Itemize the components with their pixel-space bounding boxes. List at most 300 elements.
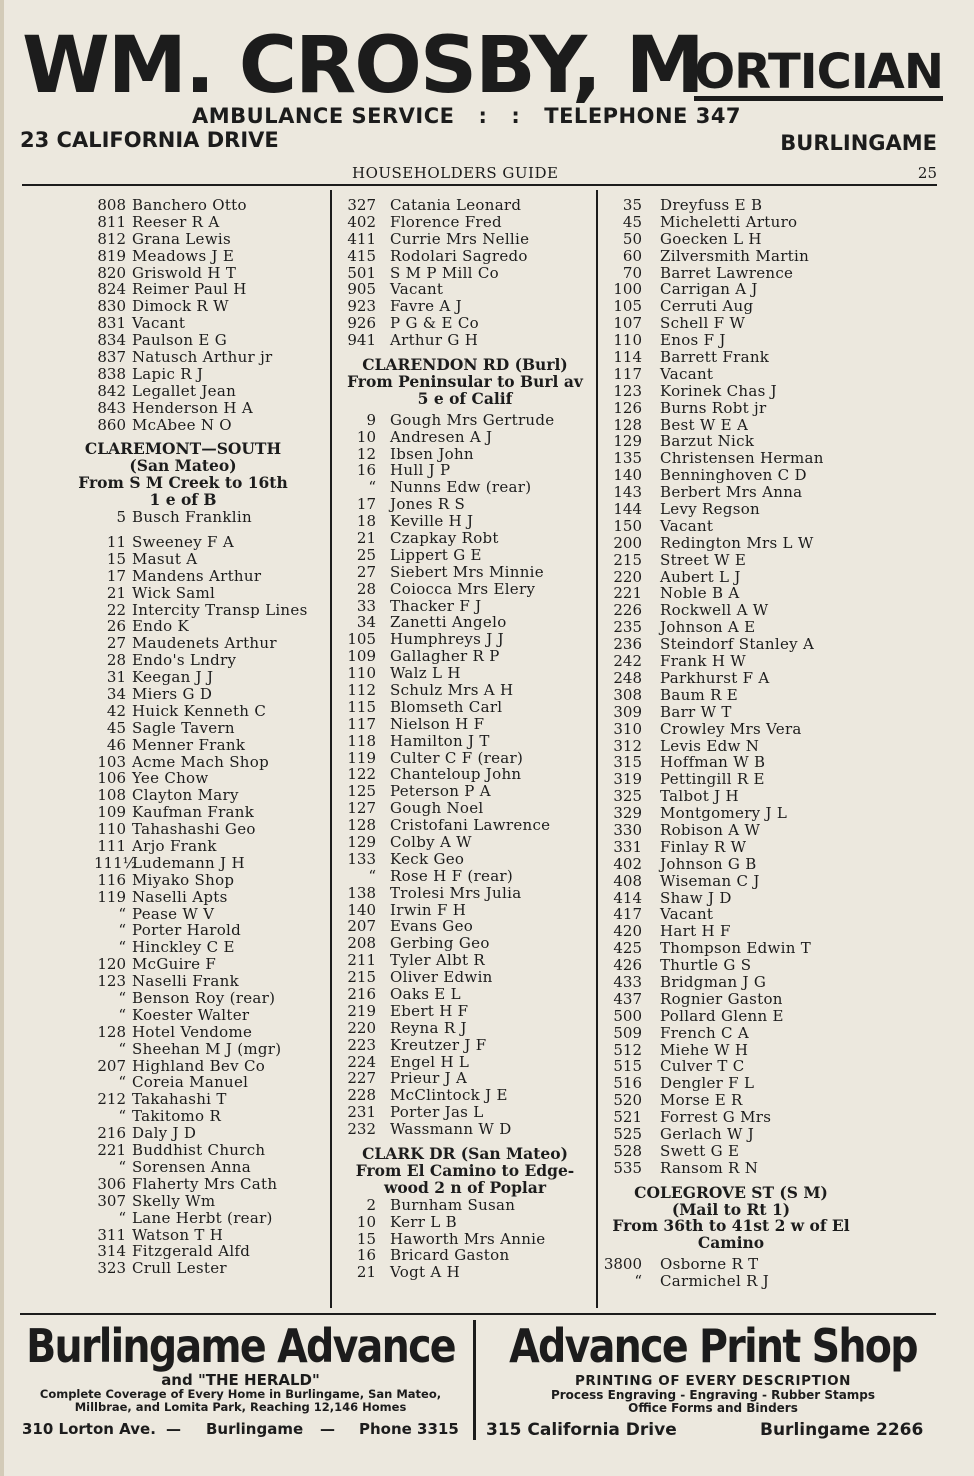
list-item xyxy=(602,721,860,738)
householder-name: Hart H F xyxy=(660,922,731,941)
list-item xyxy=(602,704,860,721)
householder-name: Vacant xyxy=(660,905,714,924)
householder-name: McAbee N O xyxy=(132,415,232,434)
list-item xyxy=(38,737,328,754)
house-number: 125 xyxy=(347,782,376,801)
list-item xyxy=(336,1104,594,1121)
householder-name: Steindorf Stanley A xyxy=(660,635,815,654)
householder-name: Florence Fred xyxy=(390,212,502,231)
list-item xyxy=(336,969,594,986)
house-number: 500 xyxy=(613,1006,642,1025)
list-item xyxy=(336,281,594,298)
street-heading: 1 e of B xyxy=(149,490,217,510)
house-number: 150 xyxy=(613,516,642,535)
householder-name: Barret Lawrence xyxy=(660,263,794,282)
house-number: 60 xyxy=(622,246,642,265)
house-number: 15 xyxy=(356,1229,376,1248)
householder-name: Takahashi T xyxy=(132,1090,227,1109)
list-item xyxy=(602,1256,860,1273)
list-item xyxy=(602,366,860,383)
house-number: 42 xyxy=(106,701,126,720)
house-number: 114 xyxy=(613,348,642,367)
list-item xyxy=(602,687,860,704)
house-number: 323 xyxy=(97,1259,126,1278)
list-item xyxy=(602,1025,860,1042)
house-number: 28 xyxy=(356,579,376,598)
house-number: 140 xyxy=(613,466,642,485)
list-item xyxy=(602,619,860,636)
house-number: 129 xyxy=(347,833,376,851)
list-item xyxy=(336,716,594,733)
householder-name: Natusch Arthur jr xyxy=(132,348,273,367)
householder-name: Sorensen Anna xyxy=(132,1157,252,1176)
householder-name: Maudenets Arthur xyxy=(132,634,277,653)
list-item xyxy=(602,906,860,923)
house-number: 108 xyxy=(97,786,126,805)
list-item xyxy=(602,670,860,687)
householder-name: Daly J D xyxy=(132,1124,197,1143)
separator-2: : xyxy=(511,104,521,128)
house-number: 420 xyxy=(613,922,642,941)
house-number: 219 xyxy=(347,1001,376,1020)
householder-name: Currie Mrs Nellie xyxy=(390,229,530,248)
householder-name: Barr W T xyxy=(660,702,732,721)
house-number: 926 xyxy=(347,314,376,333)
householder-name: Zilversmith Martin xyxy=(660,246,810,265)
house-number: 138 xyxy=(347,883,376,902)
householder-name: Miers G D xyxy=(132,685,213,703)
house-number: 140 xyxy=(347,900,376,919)
street-heading: From Peninsular to Burl av xyxy=(347,371,583,391)
list-item xyxy=(38,1074,328,1091)
print-shop-line-3: Office Forms and Binders xyxy=(628,1401,798,1415)
ambulance-line xyxy=(192,104,741,128)
house-number: 220 xyxy=(613,567,642,586)
column-divider-2 xyxy=(596,190,598,1308)
list-item xyxy=(602,940,860,957)
householder-name: Ransom R N xyxy=(660,1158,759,1177)
householder-name: Swett G E xyxy=(660,1141,740,1160)
house-number: 310 xyxy=(613,719,642,738)
house-number: 414 xyxy=(613,888,642,907)
house-number: 528 xyxy=(613,1141,642,1160)
householder-name: Dengler F L xyxy=(660,1074,755,1093)
list-item xyxy=(602,1126,860,1143)
householder-name: Goecken L H xyxy=(660,229,762,248)
house-number: 144 xyxy=(613,500,642,519)
print-shop-title: Advance Print Shop xyxy=(509,1319,917,1373)
householder-name: Henderson H A xyxy=(132,398,254,417)
house-number: 242 xyxy=(613,652,642,671)
list-item xyxy=(336,1087,594,1104)
householder-name: Miehe W H xyxy=(660,1040,749,1059)
list-item xyxy=(336,1264,594,1281)
house-number: 812 xyxy=(97,229,126,248)
house-number: 112 xyxy=(347,680,376,699)
house-number: 15 xyxy=(106,549,126,568)
list-item xyxy=(336,800,594,817)
householder-name: Keville H J xyxy=(390,512,474,531)
house-number: 5 xyxy=(116,508,126,527)
householder-name: Johnson G B xyxy=(660,854,757,873)
householder-name: Rockwell A W xyxy=(660,601,769,620)
householder-name: Thompson Edwin T xyxy=(660,939,812,958)
house-number: 325 xyxy=(613,787,642,806)
list-item xyxy=(336,530,594,547)
mortician-city: BURLINGAME xyxy=(780,131,937,155)
house-number: 17 xyxy=(356,495,376,514)
householder-name: Keegan J J xyxy=(132,668,214,687)
list-item xyxy=(38,281,328,298)
list-item xyxy=(336,1121,594,1138)
householder-name: Gough Noel xyxy=(390,799,484,818)
householder-name: Mandens Arthur xyxy=(132,566,262,585)
householder-name: Bricard Gaston xyxy=(390,1246,510,1265)
householder-name: Cristofani Lawrence xyxy=(390,816,551,835)
list-item xyxy=(336,733,594,750)
house-number: 50 xyxy=(622,229,642,248)
householder-name: Humphreys J J xyxy=(390,630,504,649)
householder-name: Johnson A E xyxy=(660,618,756,637)
house-number: 115 xyxy=(347,697,376,716)
householder-name: Arthur G H xyxy=(390,331,479,350)
house-number: 521 xyxy=(613,1108,642,1127)
householder-name: Barrett Frank xyxy=(660,348,770,367)
street-heading: (Mail to Rt 1) xyxy=(671,1199,791,1219)
house-number: 228 xyxy=(347,1086,376,1105)
householder-name: Catania Leonard xyxy=(390,196,522,214)
householder-name: Evans Geo xyxy=(390,917,474,936)
list-item xyxy=(38,231,328,248)
print-shop-ad xyxy=(484,1318,942,1468)
householder-name: Parkhurst F A xyxy=(660,668,770,687)
list-item xyxy=(602,298,860,315)
list-item xyxy=(336,1003,594,1020)
house-number: 437 xyxy=(613,989,642,1008)
house-number: 35 xyxy=(622,196,642,214)
list-item xyxy=(336,682,594,699)
house-number: 18 xyxy=(356,512,376,531)
householder-name: Montgomery J L xyxy=(660,804,788,823)
householder-name: Sagle Tavern xyxy=(132,718,235,737)
house-number: 221 xyxy=(97,1141,126,1160)
list-item xyxy=(336,1020,594,1037)
householder-name: Nunns Edw (rear) xyxy=(390,478,532,497)
house-number: “ xyxy=(118,1073,126,1092)
list-item xyxy=(336,298,594,315)
householder-name: Endo K xyxy=(132,617,190,636)
householder-name: Hotel Vendome xyxy=(132,1022,253,1041)
column-3 xyxy=(602,197,860,1290)
house-number: 215 xyxy=(613,550,642,569)
list-item xyxy=(38,1176,328,1193)
list-item xyxy=(38,1210,328,1227)
house-number: 905 xyxy=(347,280,376,299)
house-number: 811 xyxy=(97,212,126,231)
list-item xyxy=(602,788,860,805)
householder-name: Carmichel R J xyxy=(660,1272,770,1291)
householder-name: Rose H F (rear) xyxy=(390,866,514,885)
house-number: 22 xyxy=(106,600,126,619)
house-number: 941 xyxy=(347,331,376,350)
householder-name: Pettingill R E xyxy=(660,770,765,789)
list-item xyxy=(602,974,860,991)
householder-name: Shaw J D xyxy=(660,888,732,907)
house-number: 34 xyxy=(356,613,376,632)
list-item xyxy=(38,1227,328,1244)
list-item xyxy=(38,265,328,282)
householder-name: Koester Walter xyxy=(132,1005,250,1024)
householder-name: Siebert Mrs Minnie xyxy=(390,562,544,581)
house-number: 133 xyxy=(347,849,376,868)
list-item xyxy=(602,281,860,298)
house-number: 200 xyxy=(613,533,642,552)
street-heading: Camino xyxy=(697,1233,765,1253)
list-item xyxy=(602,433,860,450)
householder-name: Banchero Otto xyxy=(132,196,247,214)
list-item xyxy=(38,366,328,383)
householder-name: Coiocca Mrs Elery xyxy=(390,579,536,598)
householder-name: Culter C F (rear) xyxy=(390,748,524,767)
householder-name: Benninghoven C D xyxy=(660,466,807,485)
list-item xyxy=(602,569,860,586)
house-number: 520 xyxy=(613,1091,642,1110)
list-item xyxy=(38,383,328,400)
householder-name: Legallet Jean xyxy=(132,381,237,400)
house-number: 535 xyxy=(613,1158,642,1177)
list-item xyxy=(38,1058,328,1075)
house-number: 842 xyxy=(97,381,126,400)
list-item xyxy=(602,332,860,349)
list-item xyxy=(602,602,860,619)
list-item xyxy=(38,1125,328,1142)
house-number: 837 xyxy=(97,348,126,367)
householder-name: Wick Saml xyxy=(132,583,216,602)
house-number: 208 xyxy=(347,934,376,953)
house-number: 105 xyxy=(613,297,642,316)
house-number: 10 xyxy=(356,1212,376,1231)
list-item xyxy=(38,669,328,686)
list-item xyxy=(602,771,860,788)
list-item xyxy=(602,417,860,434)
house-number: 127 xyxy=(347,799,376,818)
mortician-suffix: ORTICIAN xyxy=(694,44,943,100)
list-item xyxy=(336,699,594,716)
list-item xyxy=(38,1024,328,1041)
householder-name: Sheehan M J (mgr) xyxy=(132,1039,282,1058)
householder-name: Kaufman Frank xyxy=(132,803,255,822)
list-item xyxy=(602,535,860,552)
householder-name: Fitzgerald Alfd xyxy=(132,1242,251,1261)
house-number: 329 xyxy=(613,804,642,823)
house-number: 12 xyxy=(356,444,376,463)
street-heading: CLARK DR (San Mateo) xyxy=(362,1144,568,1164)
house-number: 31 xyxy=(106,668,126,687)
householder-name: French C A xyxy=(660,1023,750,1042)
page-number: 25 xyxy=(917,164,937,182)
burlingame-advance-ad xyxy=(18,1318,463,1468)
dash-1: — xyxy=(166,1420,181,1438)
list-item xyxy=(38,214,328,231)
householder-name: Dimock R W xyxy=(132,297,229,316)
householder-name: Prieur J A xyxy=(390,1069,468,1088)
list-item xyxy=(336,834,594,851)
householder-name: Schell F W xyxy=(660,314,746,333)
householder-name: Thurtle G S xyxy=(660,956,752,975)
list-item xyxy=(602,1160,860,1177)
list-item xyxy=(602,991,860,1008)
house-number: 309 xyxy=(613,702,642,721)
householder-name: Miyako Shop xyxy=(132,870,235,889)
house-number: 117 xyxy=(613,364,642,383)
print-shop-address: 315 California Drive xyxy=(486,1420,677,1440)
house-number: 126 xyxy=(613,398,642,417)
house-number: 119 xyxy=(97,887,126,906)
householder-name: Porter Harold xyxy=(132,921,242,940)
list-item xyxy=(336,265,594,282)
list-item xyxy=(38,652,328,669)
house-number: 231 xyxy=(347,1103,376,1122)
list-item xyxy=(336,598,594,615)
householder-name: Oliver Edwin xyxy=(390,968,493,987)
house-number: 220 xyxy=(347,1018,376,1037)
house-number: 118 xyxy=(347,731,376,750)
householder-name: Buddhist Church xyxy=(132,1141,266,1160)
list-item xyxy=(38,754,328,771)
list-item xyxy=(336,231,594,248)
house-number: “ xyxy=(118,1039,126,1058)
householder-name: Lapic R J xyxy=(132,364,204,383)
householder-name: Wiseman C J xyxy=(660,871,760,890)
householder-name: McClintock J E xyxy=(390,1086,508,1105)
list-item xyxy=(38,298,328,315)
list-item xyxy=(38,400,328,417)
house-number: 319 xyxy=(613,770,642,789)
list-item xyxy=(336,581,594,598)
house-number: “ xyxy=(118,1208,126,1227)
house-number: 45 xyxy=(622,212,642,231)
mortician-address: 23 CALIFORNIA DRIVE xyxy=(20,128,279,152)
column-2 xyxy=(336,197,594,1281)
house-number: 512 xyxy=(613,1040,642,1059)
householder-name: Griswold H T xyxy=(132,263,237,282)
house-number: 235 xyxy=(613,618,642,637)
house-number: 314 xyxy=(97,1242,126,1261)
house-number: 109 xyxy=(97,803,126,822)
list-item xyxy=(336,783,594,800)
list-item xyxy=(38,990,328,1007)
list-item xyxy=(602,1143,860,1160)
house-number: 123 xyxy=(97,972,126,991)
house-number: 402 xyxy=(347,212,376,231)
list-item xyxy=(336,817,594,834)
list-item xyxy=(336,665,594,682)
list-item xyxy=(38,1041,328,1058)
householder-name: Vacant xyxy=(660,364,714,383)
list-item xyxy=(602,839,860,856)
house-number: 212 xyxy=(97,1090,126,1109)
house-number: “ xyxy=(118,1107,126,1126)
householder-name: Morse E R xyxy=(660,1091,743,1110)
list-item xyxy=(336,248,594,265)
house-number: 830 xyxy=(97,297,126,316)
house-number: 831 xyxy=(97,314,126,333)
list-item xyxy=(38,889,328,906)
householder-name: Thacker F J xyxy=(390,596,482,615)
list-item xyxy=(38,635,328,652)
house-number: 26 xyxy=(106,617,126,636)
list-item xyxy=(602,1109,860,1126)
house-number: 135 xyxy=(613,449,642,468)
house-number: 10 xyxy=(356,427,376,446)
list-item xyxy=(38,534,328,551)
list-item xyxy=(38,417,328,434)
house-number: 110 xyxy=(97,820,126,839)
list-item xyxy=(336,952,594,969)
householder-name: Favre A J xyxy=(390,297,462,316)
householder-name: Enos F J xyxy=(660,331,726,350)
list-item xyxy=(38,821,328,838)
list-item xyxy=(38,568,328,585)
house-number: 46 xyxy=(106,735,126,754)
list-item xyxy=(602,636,860,653)
list-item xyxy=(602,754,860,771)
householder-name: Trolesi Mrs Julia xyxy=(390,883,522,902)
householder-name: Benson Roy (rear) xyxy=(132,989,276,1008)
house-number: 417 xyxy=(613,905,642,924)
list-item xyxy=(336,1197,594,1214)
guide-title: HOUSEHOLDERS GUIDE xyxy=(352,164,559,182)
house-number: 312 xyxy=(613,736,642,755)
house-number: 311 xyxy=(97,1225,126,1244)
list-item xyxy=(602,738,860,755)
street-heading: CLAREMONT—SOUTH xyxy=(84,439,282,459)
householder-name: Crowley Mrs Vera xyxy=(660,719,802,738)
list-item xyxy=(336,1214,594,1231)
householder-name: Haworth Mrs Annie xyxy=(390,1229,546,1248)
list-item xyxy=(602,805,860,822)
house-number: 111½ xyxy=(94,853,138,872)
householder-name: Meadows J E xyxy=(132,246,235,265)
householder-name: Reeser R A xyxy=(132,212,220,231)
house-number: 207 xyxy=(97,1056,126,1075)
list-item xyxy=(38,585,328,602)
list-item xyxy=(336,446,594,463)
list-item xyxy=(336,1070,594,1087)
list-item xyxy=(38,349,328,366)
list-item xyxy=(336,564,594,581)
house-number: 25 xyxy=(356,545,376,564)
list-item xyxy=(38,703,328,720)
house-number: 216 xyxy=(347,985,376,1004)
house-number: 227 xyxy=(347,1069,376,1088)
householder-name: Street W E xyxy=(660,550,747,569)
house-number: 525 xyxy=(613,1124,642,1143)
householder-name: Watson T H xyxy=(132,1225,224,1244)
house-number: “ xyxy=(368,478,376,497)
list-item xyxy=(38,1108,328,1125)
house-number: 207 xyxy=(347,917,376,936)
list-item xyxy=(38,618,328,635)
householder-name: Clayton Mary xyxy=(132,786,239,805)
mortician-advertisement xyxy=(18,21,943,156)
house-number: 123 xyxy=(613,381,642,400)
house-number: 111 xyxy=(97,837,126,856)
house-number: 129 xyxy=(613,432,642,451)
street-heading: COLEGROVE ST (S M) xyxy=(634,1182,828,1202)
house-number: 516 xyxy=(613,1074,642,1093)
householder-name: Kreutzer J F xyxy=(390,1035,487,1054)
